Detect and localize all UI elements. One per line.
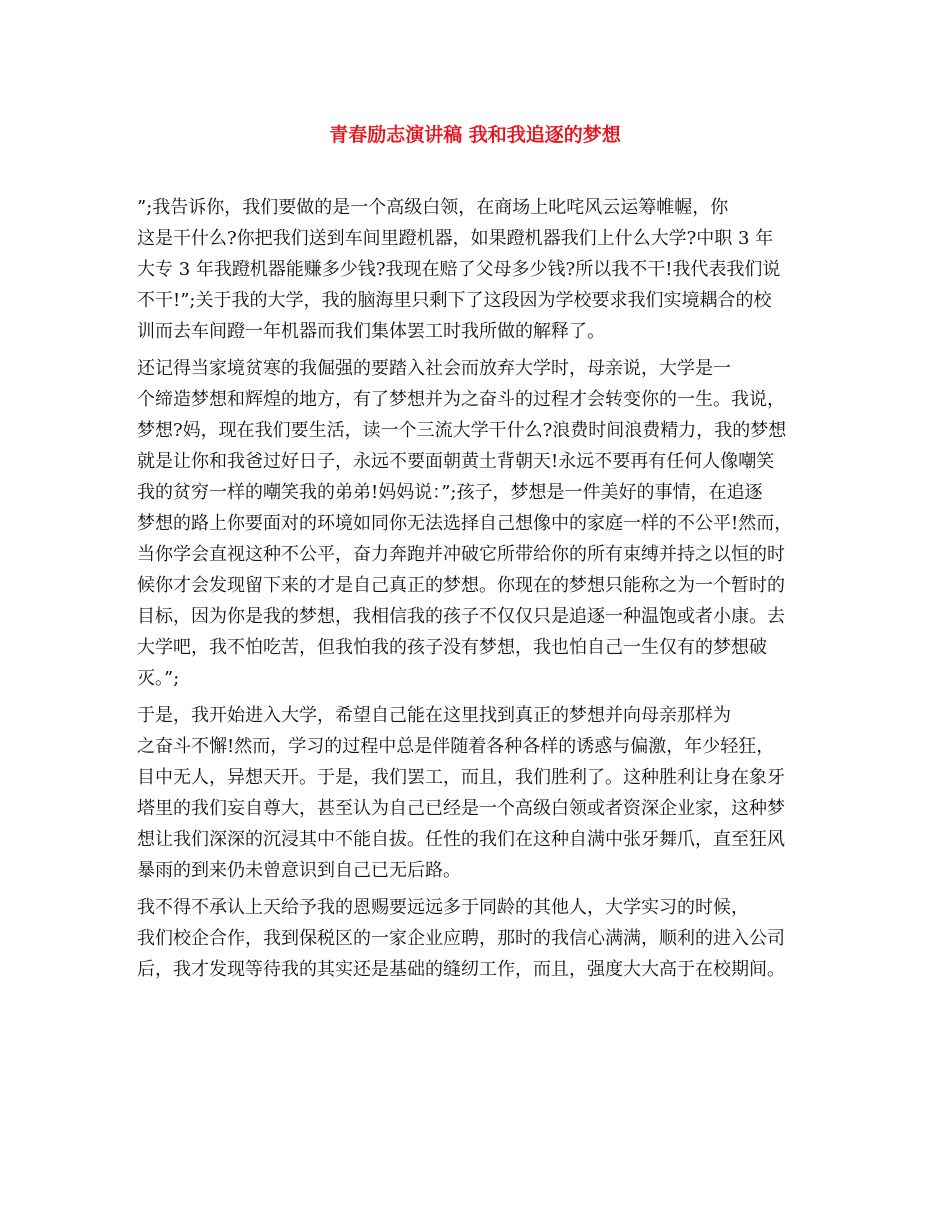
text-line: 暴雨的到来仍未曾意识到自己已无后路。 [137,860,461,881]
text-line: 当你学会直视这种不公平，奋力奔跑并冲破它所带给你的所有束缚并持之以恒的时 [137,544,785,565]
text-line: 大学吧，我不怕吃苦，但我怕我的孩子没有梦想，我也怕自己一生仅有的梦想破 [137,637,767,658]
text-line: 个缔造梦想和辉煌的地方，有了梦想并为之奋斗的过程才会转变你的一生。我说， [137,389,785,410]
text-line: 就是让你和我爸过好日子，永远不要面朝黄土背朝天!永远不要再有任何人像嘲笑 [137,451,775,472]
text-line: 目中无人，异想天开。于是，我们罢工，而且，我们胜利了。这种胜利让身在象牙 [137,767,785,788]
text-line: 大专 3 年我蹬机器能赚多少钱?我现在赔了父母多少钱?所以我不干!我代表我们说 [137,259,781,280]
paragraph-4 [137,892,837,985]
text-line: 梦想?妈，现在我们要生活，读一个三流大学干什么?浪费时间浪费精力，我的梦想 [137,420,787,441]
text-line: 灭。”; [137,668,180,689]
text-line: 候你才会发现留下来的才是自己真正的梦想。你现在的梦想只能称之为一个暂时的 [137,575,785,596]
text-line: 我不得不承认上天给予我的恩赐要远远多于同龄的其他人，大学实习的时候， [137,897,749,918]
page-title: 青春励志演讲稿 我和我追逐的梦想 [329,124,621,146]
text-line: 不干!”;关于我的大学，我的脑海里只剩下了这段因为学校要求我们实境耦合的校 [137,290,772,311]
text-line: 之奋斗不懈!然而，学习的过程中总是伴随着各种各样的诱惑与偏激，年少轻狂， [137,736,775,757]
text-line: 我的贫穷一样的嘲笑我的弟弟!妈妈说：”;孩子，梦想是一件美好的事情，在追逐 [137,482,763,503]
paragraph-3 [137,700,837,886]
text-line: 想让我们深深的沉浸其中不能自拔。任性的我们在这种自满中张牙舞爪，直至狂风 [137,829,785,850]
paragraph-2 [137,353,837,694]
text-line: 塔里的我们妄自尊大，甚至认为自己已经是一个高级白领或者资深企业家，这种梦 [137,798,785,819]
text-line: 这是干什么?你把我们送到车间里蹬机器，如果蹬机器我们上什么大学?中职 3 年 [137,228,774,249]
text-line: 目标，因为你是我的梦想，我相信我的孩子不仅仅只是追逐一种温饱或者小康。去 [137,606,785,627]
text-line: 梦想的路上你要面对的环境如同你无法选择自己想像中的家庭一样的不公平!然而， [137,513,793,534]
paragraph-1 [137,192,837,347]
text-line: ”;我告诉你，我们要做的是一个高级白领，在商场上叱咤风云运筹帷幄，你 [137,197,729,218]
text-line: 于是，我开始进入大学，希望自己能在这里找到真正的梦想并向母亲那样为 [137,705,731,726]
text-line: 训而去车间蹬一年机器而我们集体罢工时我所做的解释了。 [137,321,605,342]
text-line: 还记得当家境贫寒的我倔强的要踏入社会而放弃大学时，母亲说，大学是一 [137,358,731,379]
document-body [137,192,837,991]
text-line: 我们校企合作，我到保税区的一家企业应聘，那时的我信心满满，顺利的进入公司 [137,928,785,949]
text-line: 后，我才发现等待我的其实还是基础的缝纫工作，而且，强度大大高于在校期间。 [137,959,785,980]
